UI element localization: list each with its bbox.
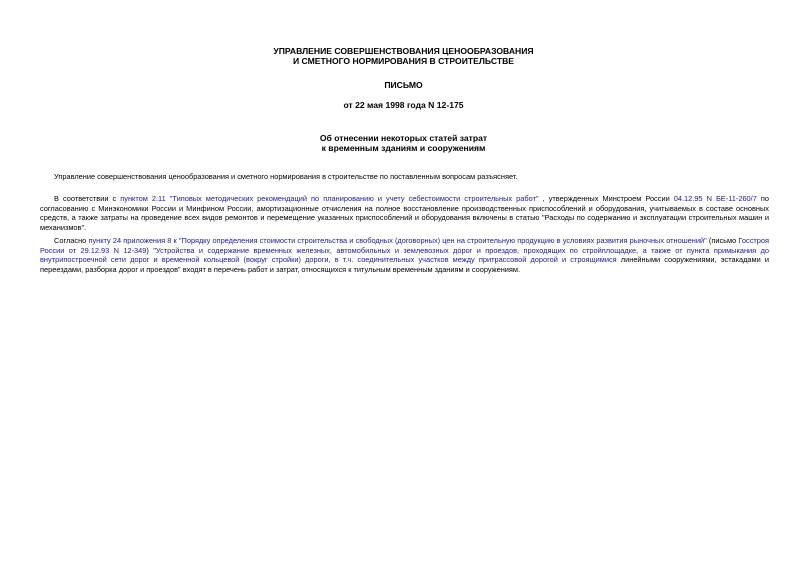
- document-date-number: от 22 мая 1998 года N 12-175: [343, 100, 464, 110]
- link-minstroy-document[interactable]: 04.12.95 N БЕ-11-260/7: [673, 194, 757, 203]
- organization-line-2: И СМЕТНОГО НОРМИРОВАНИЯ В СТРОИТЕЛЬСТВЕ: [292, 56, 515, 66]
- paragraph-text: В соответствии с: [54, 194, 121, 203]
- paragraph-text: ) ": [146, 245, 156, 255]
- link-temporary-roads-item[interactable]: Устройства и содержание временных железных, автомобильных и землевозных дорог и проездов, проходящих по стройплощадке, а также от пункта примыкания до внутрипостроечной сети дорог и временной кольцевой (вокруг стройки) дороги, в т.ч. соединительных участков между притрассовой дорогой и строящимися: [40, 245, 769, 265]
- organization-line-1: УПРАВЛЕНИЕ СОВЕРШЕНСТВОВАНИЯ ЦЕНООБРАЗОВАНИЯ: [273, 46, 534, 56]
- link-pricing-procedure-appendix[interactable]: пункту 24 приложения 8 к "Порядку определения стоимости строительства и свободных (договорных) цен на строительную продукцию в условиях развития рыночных отношений": [88, 236, 707, 245]
- document-type: ПИСЬМО: [384, 80, 423, 90]
- paragraph-intro: Управление совершенствования ценообразования и сметного нормирования в строительстве по поставленным вопросам разъясняет.: [54, 172, 518, 181]
- paragraph-text: Согласно: [54, 236, 89, 245]
- issuing-organization: [0, 46, 807, 66]
- subject-line-1: Об отнесении некоторых статей затрат: [319, 133, 488, 143]
- paragraph-expenses: [40, 194, 769, 232]
- subject-line-2: к временным зданиям и сооружениям: [321, 143, 486, 153]
- paragraph-text: (письмо: [706, 236, 739, 245]
- paragraph-text: линейными сооружениями, эстакадами и переездами, разборка дорог и проездов" входят в перечень работ и затрат, относящихся к титульным временным зданиям и сооружениям.: [40, 255, 769, 274]
- paragraph-text: , утвержденных Минстроем России: [538, 194, 674, 203]
- paragraph-temporary-roads: [40, 236, 769, 274]
- document-subject: [0, 133, 807, 153]
- link-gosstroy-letter[interactable]: Госстроя России от 29.12.93 N 12-349: [40, 236, 769, 255]
- link-methodical-recommendations[interactable]: пунктом 2.11 "Типовых методических рекомендаций по планированию и учету себестоимости строительных работ": [120, 194, 539, 203]
- paragraph-text: по согласованию с Минэкономики России и Минфином России, амортизационные отчисления на полное восстановление производственных приспособлений и оборудования, учитываемых в составе основных средств, а также затраты на проведение всех видов ремонтов и перемещение указанных приспособлений и оборудования включены в статью "Расходы по содержанию и эксплуатации строительных машин и механизмов".: [40, 194, 769, 232]
